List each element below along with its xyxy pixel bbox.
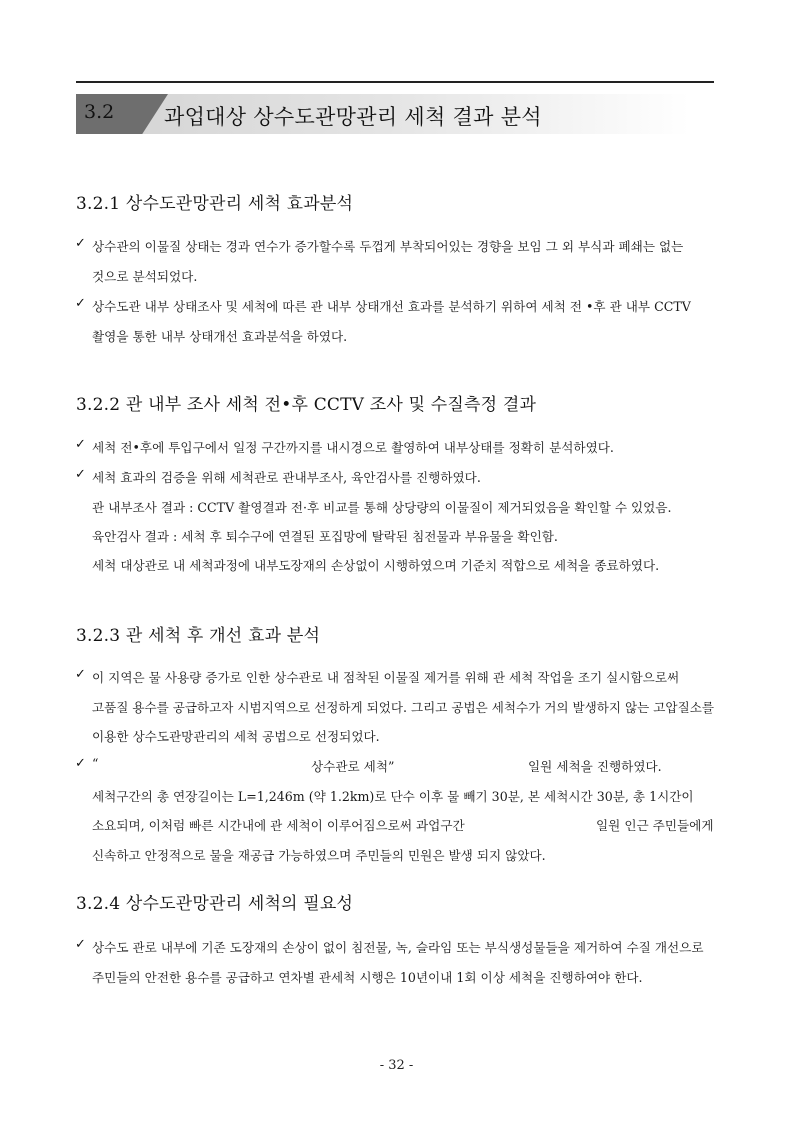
paragraph-line: 이용한 상수도관망관리의 세척 공법으로 선정되었다. [92, 729, 380, 744]
paragraph-line: 촬영을 통한 내부 상태개선 효과분석을 하였다. [92, 329, 348, 344]
paragraph-line: 이 지역은 물 사용량 증가로 인한 상수관로 내 점착된 이물질 제거를 위해 관 세척 작업을 조기 실시함으로써 [92, 670, 680, 685]
paragraph-line: 것으로 분석되었다. [92, 269, 198, 284]
check-icon: ✓ [75, 296, 86, 311]
paragraph-line: 세척 전•후에 투입구에서 일정 구간까지를 내시경으로 촬영하여 내부상태를 정확히 분석하였다. [92, 440, 614, 455]
section-number: 3.2 [84, 101, 115, 123]
paragraph-line: 상수관의 이물질 상태는 경과 연수가 증가할수록 두껍게 부착되어있는 경향을 보임 그 외 부식과 폐쇄는 없는 [92, 239, 684, 254]
check-icon: ✓ [75, 937, 86, 952]
paragraph-line: 주민들의 안전한 용수를 공급하고 연차별 관세척 시행은 10년이내 1회 이상 세척을 진행하여야 한다. [92, 970, 643, 985]
check-icon: ✓ [75, 467, 86, 482]
page-number: - 32 - [379, 1058, 414, 1073]
check-icon: ✓ [75, 756, 86, 771]
subsection-heading-3-2-2: 3.2.2 관 내부 조사 세척 전•후 CCTV 조사 및 수질측정 결과 [76, 395, 537, 415]
paragraph-line: 고품질 용수를 공급하고자 시범지역으로 선정하게 되었다. 그리고 공법은 세척수가 거의 발생하지 않는 고압질소를 [92, 700, 714, 715]
paragraph-fragment: 일원 세척을 진행하였다. [528, 759, 662, 774]
check-icon: ✓ [75, 437, 86, 452]
quoted-text: 상수관로 세척” [311, 759, 395, 774]
quote-open: “ [92, 756, 99, 771]
subsection-heading-3-2-4: 3.2.4 상수도관망관리 세척의 필요성 [76, 894, 354, 914]
subsection-heading-3-2-3: 3.2.3 관 세척 후 개선 효과 분석 [76, 626, 321, 646]
check-icon: ✓ [75, 236, 86, 251]
paragraph-line: 세척 효과의 검증을 위해 세척관로 관내부조사, 육안검사를 진행하였다. [92, 470, 481, 485]
paragraph-line: 관 내부조사 결과 : CCTV 촬영결과 전·후 비교를 통해 상당량의 이물질이 제거되었음을 확인할 수 있었음. [92, 500, 672, 515]
paragraph-line: 세척 대상관로 내 세척과정에 내부도장재의 손상없이 시행하였으며 기준치 적합으로 세척을 종료하였다. [92, 558, 660, 573]
paragraph-line: 상수도 관로 내부에 기존 도장재의 손상이 없이 침전물, 녹, 슬라임 또는 부식생성물들을 제거하여 수질 개선으로 [92, 940, 704, 955]
check-icon: ✓ [75, 667, 86, 682]
paragraph-fragment: 일원 인근 주민들에게 [596, 818, 714, 833]
paragraph-line: 육안검사 결과 : 세척 후 퇴수구에 연결된 포집망에 탈락된 침전물과 부유물을 확인함. [92, 529, 558, 544]
paragraph-fragment: 소요되며, 이처럼 빠른 시간내에 관 세척이 이루어짐으로써 과업구간 [92, 818, 465, 833]
subsection-heading-3-2-1: 3.2.1 상수도관망관리 세척 효과분석 [76, 194, 354, 214]
section-title: 과업대상 상수도관망관리 세척 결과 분석 [164, 105, 542, 129]
paragraph-line: 세척구간의 총 연장길이는 L=1,246m (약 1.2km)로 단수 이후 물 빼기 30분, 본 세척시간 30분, 총 1시간이 [92, 789, 694, 804]
section-header [76, 94, 690, 134]
top-rule [76, 81, 714, 83]
paragraph-line: 상수도관 내부 상태조사 및 세척에 따른 관 내부 상태개선 효과를 분석하기 위하여 세척 전 •후 관 내부 CCTV [92, 299, 691, 314]
paragraph-line: 신속하고 안정적으로 물을 재공급 가능하였으며 주민들의 민원은 발생 되지 않았다. [92, 848, 546, 863]
